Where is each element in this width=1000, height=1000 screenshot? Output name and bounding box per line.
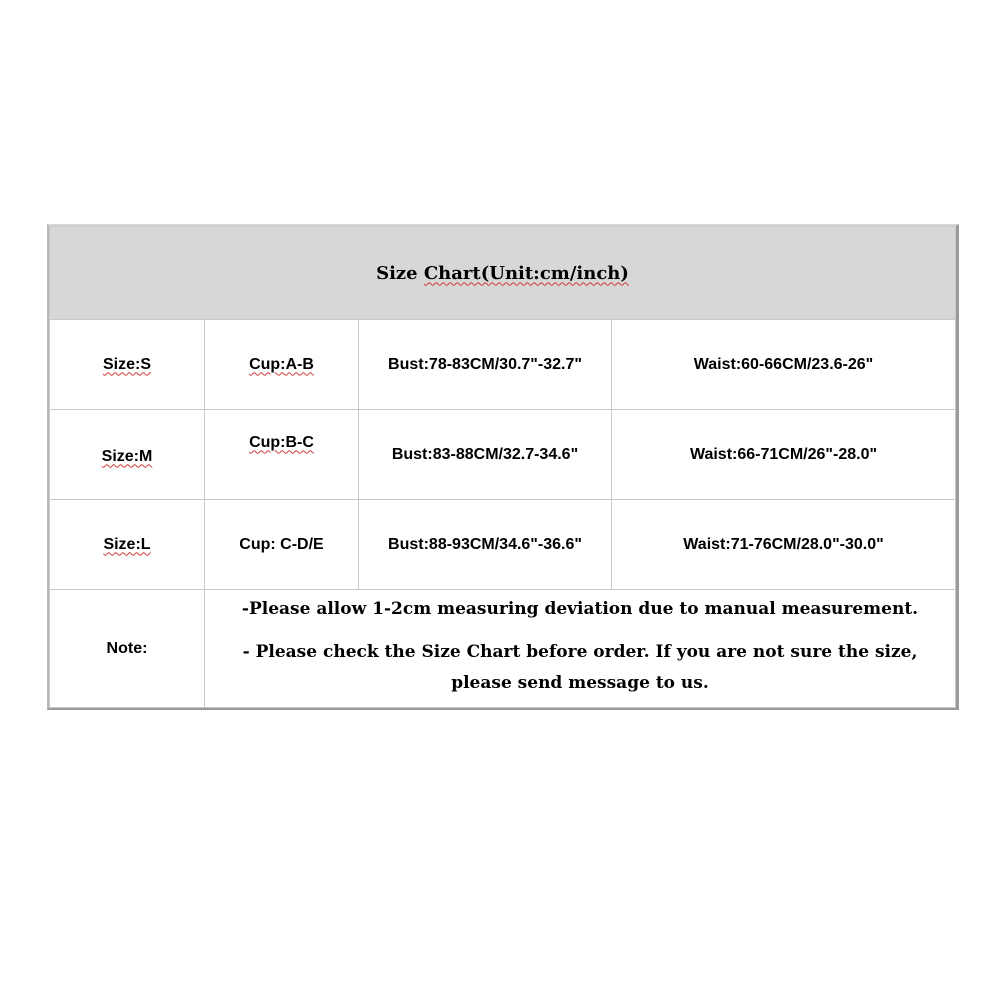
waist-label: Waist:60-66CM/23.6-26" [693,355,874,373]
size-cell [50,410,205,500]
bust-label: Bust:78-83CM/30.7"-32.7" [388,355,582,373]
note-text-cell [205,590,956,708]
table-row [50,500,956,590]
note-row [50,590,956,708]
bust-label: Bust:83-88CM/32.7-34.6" [391,445,579,463]
table-row [50,320,956,410]
note-label: Note: [106,639,148,657]
waist-label: Waist:71-76CM/28.0"-30.0" [683,535,884,553]
bust-cell [359,320,612,410]
size-label: Size:M [101,447,153,465]
size-chart-table [49,226,956,708]
title-unit-text: Chart(Unit:cm/inch) [423,262,629,284]
note-line-1: -Please allow 1-2cm measuring deviation due to manual measurement. [241,599,919,619]
cup-label: Cup: C-D/E [239,535,324,553]
size-cell [50,320,205,410]
bust-cell [359,410,612,500]
bust-cell [359,500,612,590]
table-header-row [50,227,956,320]
waist-cell [612,410,956,500]
note-label-cell [50,590,205,708]
cup-label: Cup:A-B [249,355,314,373]
size-label: Size:S [102,355,151,373]
title-prefix: Size [376,262,424,284]
table-row [50,410,956,500]
note-line-2: - Please check the Size Chart before order. If you are not sure the size, please send message to us. [242,642,918,693]
waist-label: Waist:66-71CM/26"-28.0" [689,445,878,463]
waist-cell [612,500,956,590]
table-title [50,227,956,320]
cup-label: Cup:B-C [249,433,314,451]
bust-label: Bust:88-93CM/34.6"-36.6" [388,535,582,553]
cup-cell [205,500,359,590]
size-label: Size:L [103,535,151,553]
cup-cell [205,410,359,500]
cup-cell [205,320,359,410]
size-cell [50,500,205,590]
waist-cell [612,320,956,410]
size-chart-table-frame [47,224,959,710]
